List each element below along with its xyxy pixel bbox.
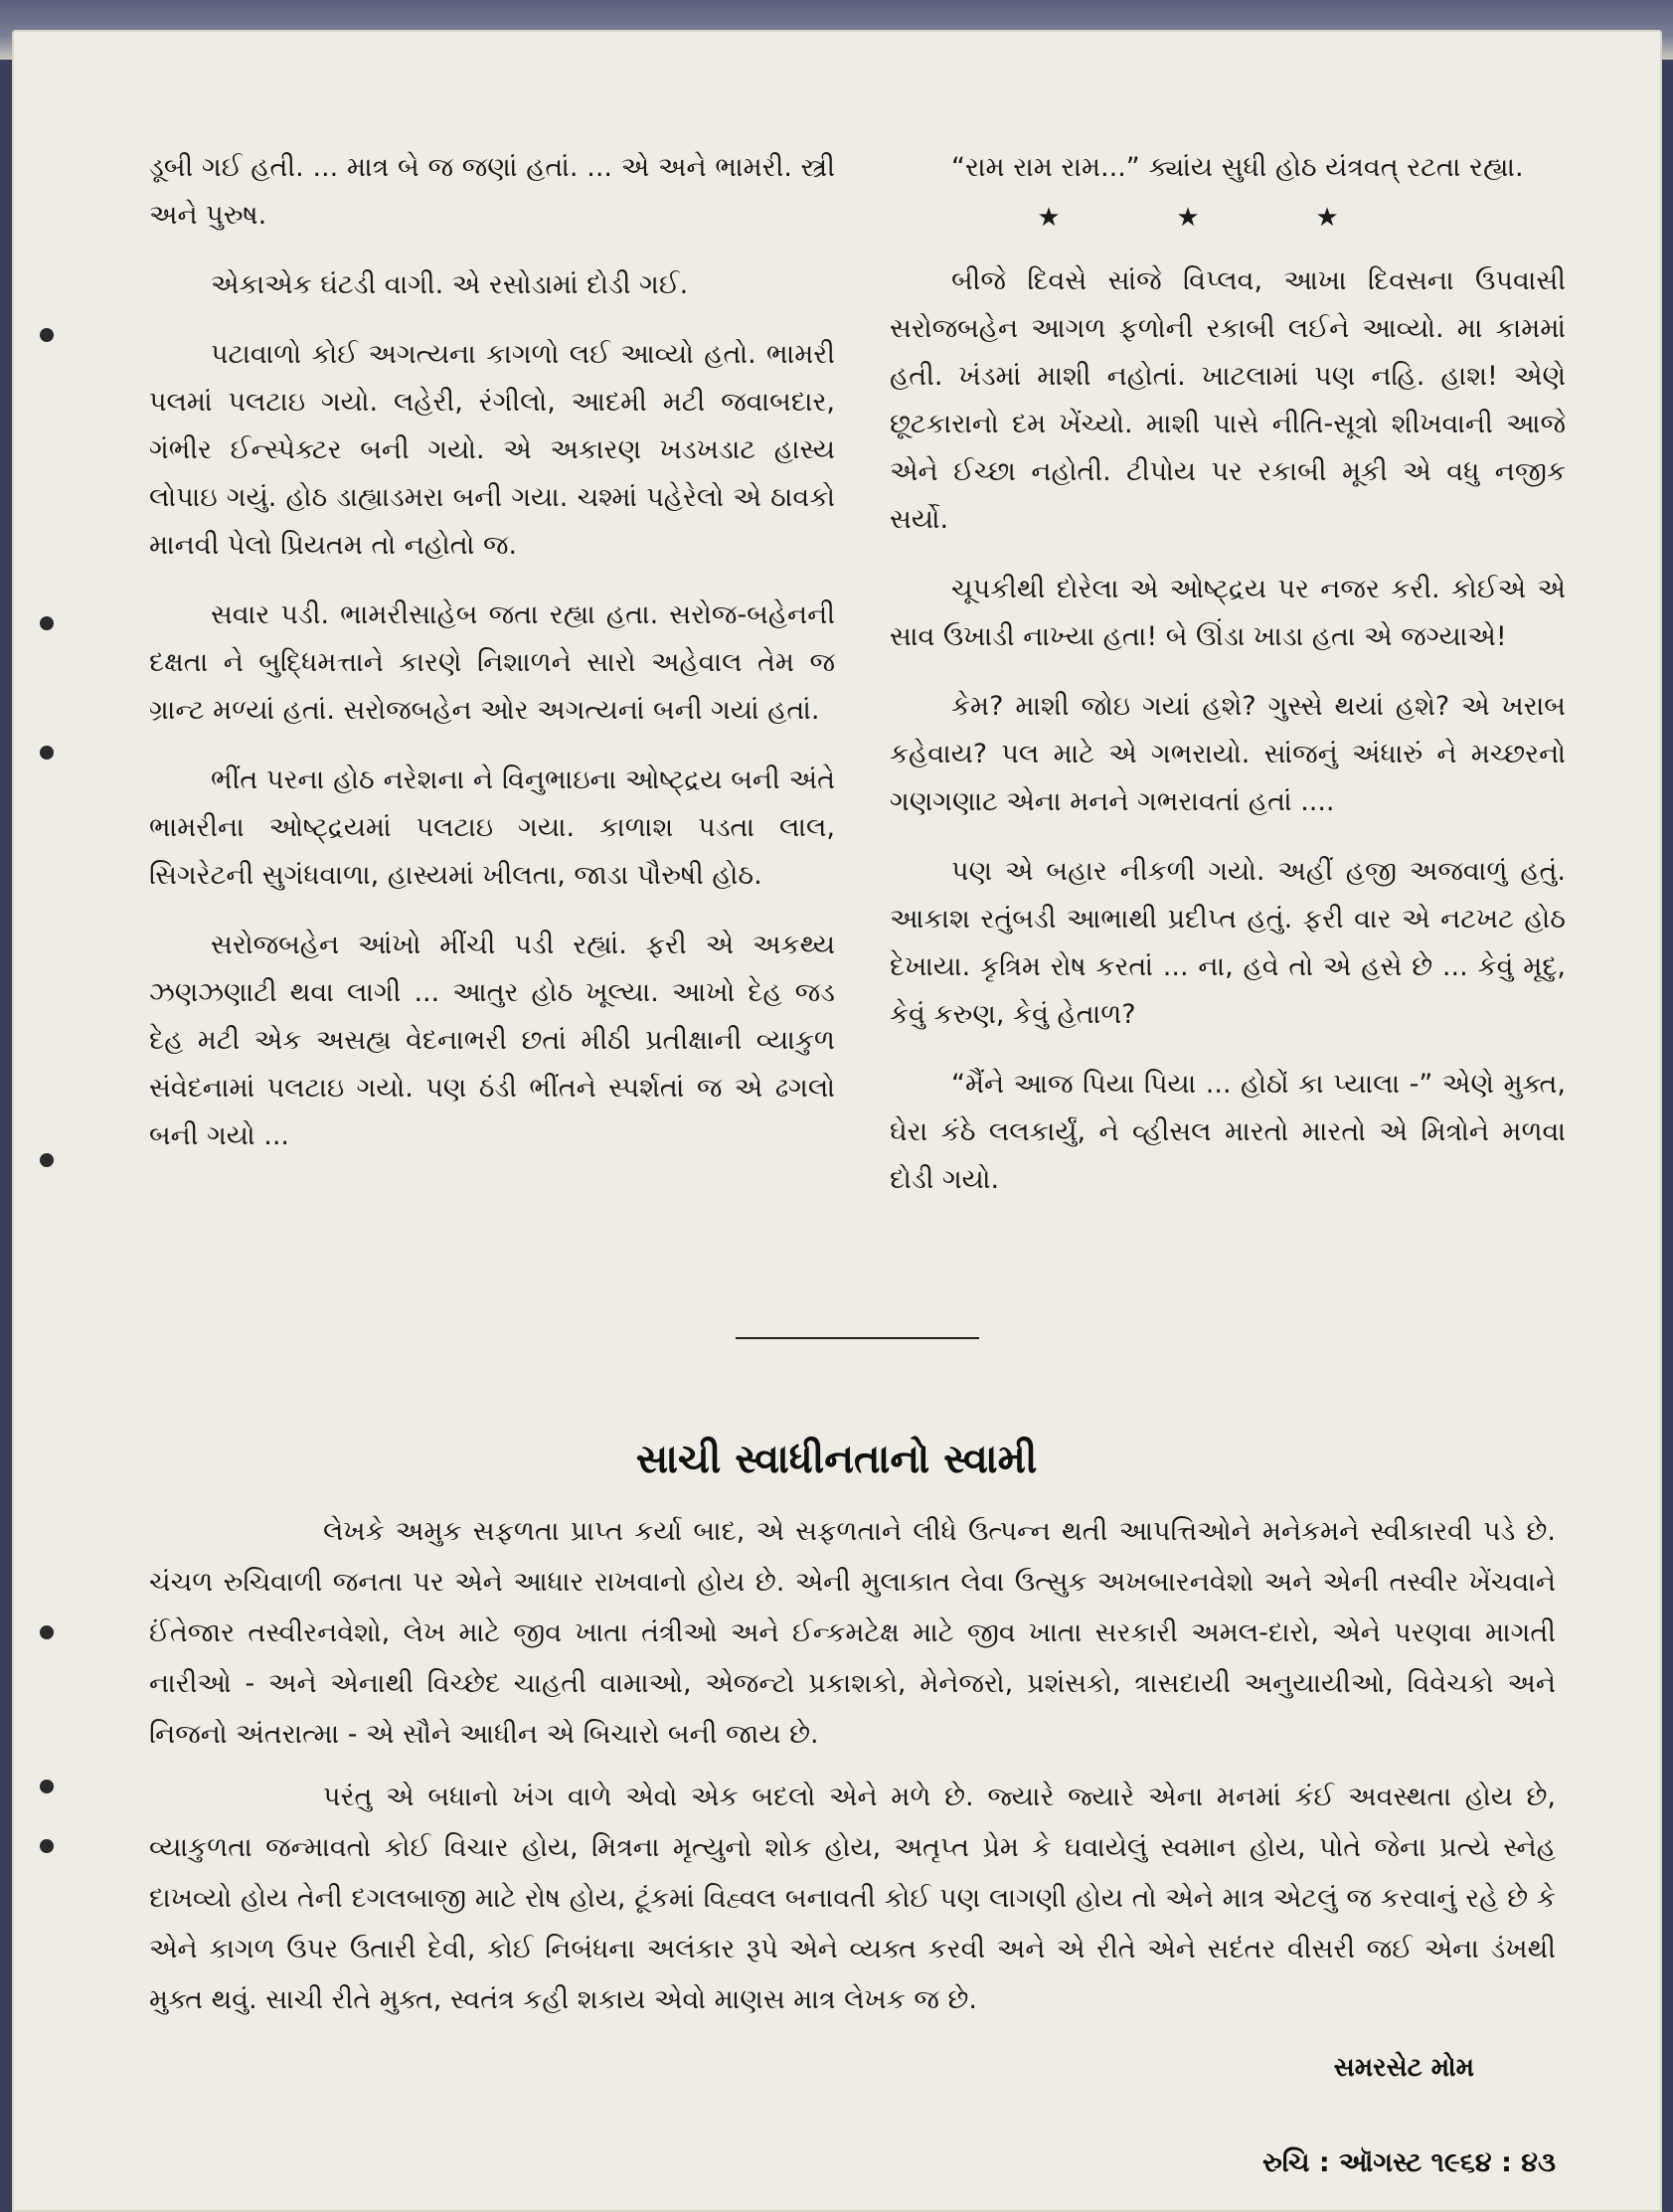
punch-hole bbox=[40, 1625, 54, 1639]
paragraph: ચૂપકીથી દોરેલા એ ઓષ્ટ્દ્રય પર નજર કરી. કોઈએ એ સાવ ઉખાડી નાખ્યા હતા! બે ઊંડા ખાડા હતા એ જગ્યાએ! bbox=[890, 574, 1566, 652]
paragraph: કેમ? માશી જોઇ ગયાં હશે? ગુસ્સે થયાં હશે? એ ખરાબ કહેવાય? પલ માટે એ ગભરાયો. સાંજનું અંધારું ને મચ્છરનો ગણગણાટ એના મનને ગભરાવતાં હતાં .... bbox=[890, 691, 1566, 817]
punch-hole bbox=[40, 1780, 54, 1793]
paragraph: પણ એ બહાર નીકળી ગયો. અહીં હજી અજવાળું હતું. આકાશ રતુંબડી આભાથી પ્રદીપ્ત હતું. ફરી વાર એ નટખટ હોઠ દેખાયા. કૃત્રિમ રોષ કરતાં ... ના, હવે તો એ હસે છે ... કેવું મૃદુ, કેવું કરુણ, કેવું હેતાળ? bbox=[890, 856, 1566, 1030]
page-folio: રુચિ : ઑગસ્ટ ૧૯૬૪ : ૪૩ bbox=[1261, 2147, 1556, 2178]
paragraph: પટાવાળો કોઈ અગત્યના કાગળો લઈ આવ્યો હતો. ભામરી પલમાં પલટાઇ ગયો. લહેરી, રંગીલો, આદમી મટી જવાબદાર, ગંભીર ઈન્સ્પેક્ટર બની ગયો. એ અકારણ ખડખડાટ હાસ્ય લોપાઇ ગયું. હોઠ ડાહ્યાડમરા બની ગયા. ચશ્માં પહેરેલો એ ઠાવકો માનવી પેલો પ્રિયતમ તો નહોતો જ. bbox=[149, 339, 835, 561]
paragraph: ડૂબી ગઈ હતી. ... માત્ર બે જ જણાં હતાં. ... એ અને ભામરી. સ્ત્રી અને પુરુષ. bbox=[149, 152, 835, 231]
paragraph: એકાએક ઘંટડી વાગી. એ રસોડામાં દોડી ગઈ. bbox=[211, 269, 689, 300]
star-icon: ★ bbox=[1315, 203, 1339, 233]
punch-hole bbox=[40, 1839, 54, 1853]
punch-hole bbox=[40, 746, 54, 760]
star-icon: ★ bbox=[1176, 203, 1200, 233]
paragraph: “મૈંને આજ પિયા પિયા ... હોઠોં કા પ્યાલા -” એણે મુક્ત, ઘેરા કંઠે લલકાર્યું, ને વ્હીસલ મારતો મારતો એ મિત્રોને મળવા દોડી ગયો. bbox=[890, 1069, 1566, 1195]
punch-hole bbox=[40, 328, 54, 342]
paragraph: ભીંત પરના હોઠ નરેશના ને વિનુભાઇના ઓષ્ટ્દ્રય બની અંતે ભામરીના ઓષ્ટ્દ્રયમાં પલટાઇ ગયા. કાળાશ પડતા લાલ, સિગરેટની સુગંધવાળા, હાસ્યમાં ખીલતા, જાડા પૌરુષી હોઠ. bbox=[149, 765, 835, 891]
paragraph: લેખકે અમુક સફળતા પ્રાપ્ત કર્યા બાદ, એ સફળતાને લીધે ઉત્પન્ન થતી આપત્તિઓને મનેકમને સ્વીકારવી પડે છે. ચંચળ રુચિવાળી જનતા પર એને આધાર રાખવાનો હોય છે. એની મુલાકાત લેવા ઉત્સુક અખબારનવેશો અને એની તસ્વીર ખેંચવાને ઈંતેજાર તસ્વીરનવેશો, લેખ માટે જીવ ખાતા તંત્રીઓ અને ઈન્કમટેક્ષ માટે જીવ ખાતા સરકારી અમલ-દારો, એને પરણવા માગતી નારીઓ - અને એનાથી વિચ્છેદ ચાહતી વામાઓ, એજન્ટો પ્રકાશકો, મેનેજરો, પ્રશંસકો, ત્રાસદાયી અનુયાયીઓ, વિવેચકો અને નિજનો અંતરાત્મા - એ સૌને આધીન એ બિચારો બની જાય છે. bbox=[149, 1516, 1556, 1750]
punch-hole bbox=[40, 1153, 54, 1167]
paragraph: પરંતુ એ બધાનો ખંગ વાળે એવો એક બદલો એને મળે છે. જ્યારે જ્યારે એના મનમાં કંઈ અવસ્થતા હોય છે, વ્યાકુળતા જન્માવતો કોઈ વિચાર હોય, મિત્રના મૃત્યુનો શોક હોય, અતૃપ્ત પ્રેમ કે ઘવાયેલું સ્વમાન હોય, પોતે જેના પ્રત્યે સ્નેહ દાખવ્યો હોય તેની દગલબાજી માટે રોષ હોય, ટૂંકમાં વિહ્વલ બનાવતી કોઈ પણ લાગણી હોય તો એને માત્ર એટલું જ કરવાનું રહે છે કે એને કાગળ ઉપર ઉતારી દેવી, કોઈ નિબંધના અલંકાર રૂપે એને વ્યક્ત કરવી અને એ રીતે એને સદંતર વીસરી જઈ એના ડંખથી મુક્ત થવું. સાચી રીતે મુક્ત, સ્વતંત્ર કહી શકાય એવો માણસ માત્ર લેખક જ છે. bbox=[149, 1782, 1556, 2015]
paragraph: સવાર પડી. ભામરીસાહેબ જતા રહ્યા હતા. સરોજ-બહેનની દક્ષતા ને બુદ્ધિમત્તાને કારણે નિશાળને સારો અહેવાલ તેમ જ ગ્રાન્ટ મળ્યાં હતાં. સરોજબહેન ઓર અગત્યનાં બની ગયાં હતાં. bbox=[149, 599, 835, 726]
star-icon: ★ bbox=[1037, 203, 1061, 233]
article-body bbox=[149, 1506, 1556, 2037]
article-title: સાચી સ્વાધીનતાનો સ્વામી bbox=[635, 1437, 1038, 1482]
section-divider bbox=[736, 1337, 979, 1339]
story-left-column bbox=[149, 144, 835, 1182]
paragraph: બીજે દિવસે સાંજે વિપ્લવ, આખા દિવસના ઉપવાસી સરોજબહેન આગળ ફળોની રકાબી લઈને આવ્યો. મા કામમાં હતી. ખંડમાં માશી નહોતાં. ખાટલામાં પણ નહિ. હાશ! એણે છૂટકારાનો દમ ખેંચ્યો. માશી પાસે નીતિ-સૂત્રો શીખવાની આજે એને ઈચ્છા નહોતી. ટીપોય પર રકાબી મૂકી એ વધુ નજીક સર્યો. bbox=[890, 265, 1566, 535]
paragraph: સરોજબહેન આંખો મીંચી પડી રહ્યાં. ફરી એ અકથ્ય ઝણઝણાટી થવા લાગી ... આતુર હોઠ ખૂલ્યા. આખો દેહ જડ દેહ મટી એક અસહ્ય વેદનાભરી છતાં મીઠી પ્રતીક્ષાની વ્યાકુળ સંવેદનામાં પલટાઇ ગયો. પણ ઠંડી ભીંતને સ્પર્શતાં જ એ ઢગલો બની ગયો ... bbox=[149, 930, 835, 1151]
story-right-column bbox=[890, 144, 1566, 1226]
opening-line: “રામ રામ રામ...” ક્યાંય સુધી હોઠ યંત્રવત્ રટતા રહ્યા. bbox=[951, 152, 1524, 183]
article-author: સમરસેટ મોમ bbox=[1333, 2053, 1474, 2083]
section-break-stars bbox=[979, 198, 1397, 238]
punch-hole bbox=[40, 616, 54, 630]
